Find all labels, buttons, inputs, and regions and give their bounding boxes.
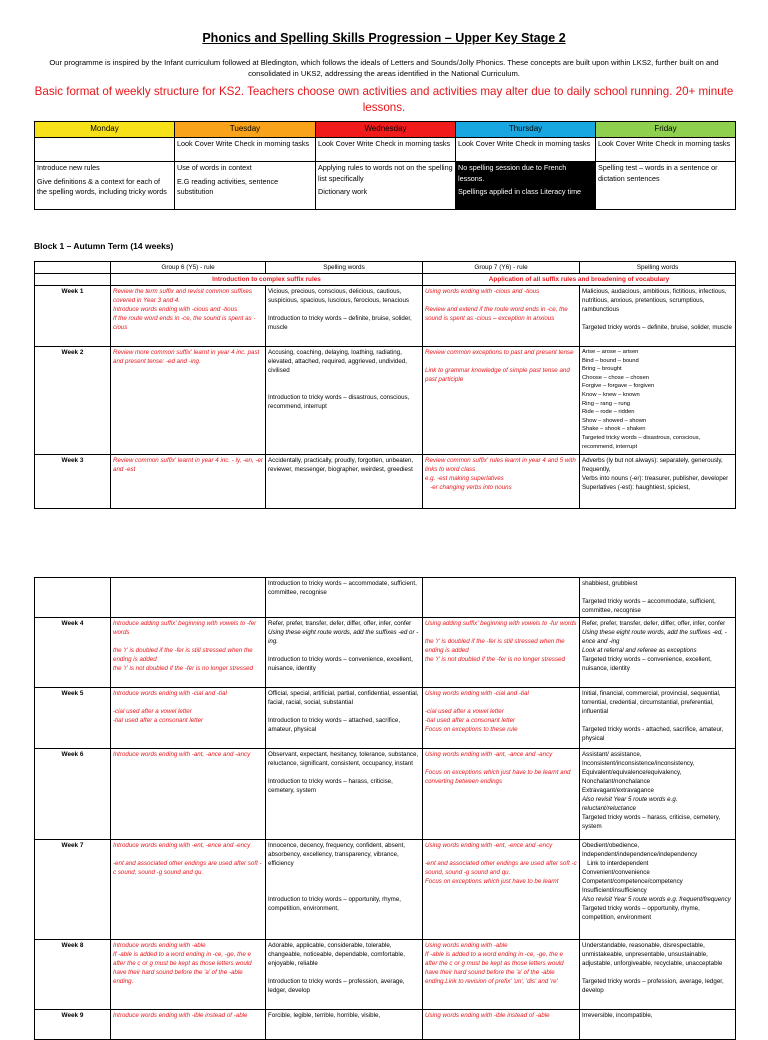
thursday-item: No spelling session due to French lessons. xyxy=(458,163,567,183)
y6-words-cell xyxy=(580,688,736,749)
cell-line: Arise – arose – arisen xyxy=(582,349,639,355)
y5-words-cell xyxy=(266,688,423,749)
cell-line: Irreversible, incompatible, xyxy=(582,1012,653,1019)
y6-rule-cell xyxy=(423,347,580,455)
cell-line: Targeted tricky words – disastrous, conscious, recommend, interrupt xyxy=(582,434,701,450)
cell-line: Convenient/convenience xyxy=(582,869,650,876)
cell-line: -tial used after a consonant letter xyxy=(113,717,204,724)
cell-line: Focus on exceptions which just have to be learnt and converting between endings xyxy=(425,769,571,785)
cell-line: Show – showed – shown xyxy=(582,417,647,424)
header-blank xyxy=(35,262,111,274)
cell-line: Introduction to tricky words – accommodate, sufficient, committee, recognise xyxy=(268,580,417,596)
friday-item: Spelling test – words in a sentence or dictation sentences xyxy=(598,163,718,183)
cell-line: Competent/competence/competency xyxy=(582,878,683,885)
week-label: Week 2 xyxy=(35,347,111,455)
cell-line xyxy=(268,646,420,655)
cell-line: -cial used after a vowel letter xyxy=(425,708,504,715)
cell-line: Introduce adding suffix' beginning with vowels to -fer words xyxy=(113,620,257,636)
cell-line: Assistant/ assistance, xyxy=(582,751,642,758)
cell-line: Introduce words ending with -ent, -ence and -ency xyxy=(113,842,251,849)
table-row xyxy=(35,455,736,509)
block1-table-continued xyxy=(34,577,736,1040)
header-y5-rule: Group 6 (Y5) - rule xyxy=(111,262,266,274)
header-y5-words: Spelling words xyxy=(266,262,423,274)
cell-line: Official, special, artificial, partial, confidential, essential, facial, racial, social, substantial xyxy=(268,690,419,706)
cell-line: shabbiest, grubbiest xyxy=(582,580,638,587)
y6-rule-cell xyxy=(423,286,580,347)
day-header-friday: Friday xyxy=(596,122,736,138)
cell-line: Observant, expectant, hesitancy, tolerance, substance, reluctance, significant, consistent, occupancy, instant xyxy=(268,751,419,767)
y5-rule-cell xyxy=(111,749,266,840)
cell-line xyxy=(425,698,577,707)
thursday-session-cell xyxy=(456,162,596,210)
cell-line: Review the term suffix and revisit common suffixes covered in Year 3 and 4. xyxy=(113,288,252,304)
y5-rule-cell xyxy=(111,455,266,509)
y6-rule-cell xyxy=(423,840,580,940)
cell-line: Introduction to tricky words – harass, criticise, cemetery, system xyxy=(268,778,393,794)
y6-rule-cell xyxy=(423,940,580,1010)
cell-line: Introduce words ending with -able xyxy=(113,942,206,949)
cell-line: the 'r' is not doubled if the -fer is no longer stressed xyxy=(113,665,253,672)
y5-words-cell xyxy=(266,347,423,455)
subheader-y5: Introduction to complex suffix rules xyxy=(111,274,423,286)
y5-words-cell xyxy=(266,618,423,688)
cell-line xyxy=(268,868,420,877)
y6-words-cell xyxy=(580,347,736,455)
y5-words-cell xyxy=(266,749,423,840)
cell-line xyxy=(425,296,577,305)
cell-line: Adverbs (ly but not always): separately, generously, frequently, xyxy=(582,457,723,473)
y6-words-cell xyxy=(580,618,736,688)
cell-line: Using words ending with -able xyxy=(425,942,508,949)
cell-line: Also revisit Year 5 route words e.g. frequent/frequency xyxy=(582,896,731,903)
wednesday-morning-cell: Look Cover Write Check in morning tasks xyxy=(316,138,456,162)
cell-line: -tial used after a consonant letter xyxy=(425,717,516,724)
cell-line xyxy=(113,850,263,859)
week-label: Week 6 xyxy=(35,749,111,840)
cell-line: Accidentally, practically, proudly, forgotten, unbeaten, reviewer, messenger, biographer, weirdest, greediest xyxy=(268,457,414,473)
cell-line: Using words ending with -cial and -tial xyxy=(425,690,529,697)
monday-item: Introduce new rules xyxy=(37,163,100,172)
cell-line: Using these eight route words, add the suffixes -ed, -ence and -ing xyxy=(582,629,727,645)
cell-line: Refer, prefer, transfer, defer, differ, offer, infer, confer xyxy=(582,620,726,627)
cell-line: Extravagant/extravagance xyxy=(582,787,654,794)
cell-line: If the route word ends in -ce, the sound is spent as -cious xyxy=(113,315,256,331)
cell-line: -cial used after a vowel letter xyxy=(113,708,192,715)
y6-words-cell xyxy=(580,578,736,618)
cell-line xyxy=(425,850,577,859)
day-header-tuesday: Tuesday xyxy=(175,122,316,138)
cell-line: Link to grammar knowledge of simple past tense and past participle xyxy=(425,367,570,383)
cell-line: Introduction to tricky words – opportunity, rhyme, competition, environment, xyxy=(268,896,401,912)
cell-line xyxy=(268,968,420,977)
table-row xyxy=(35,618,736,688)
y5-words-cell xyxy=(266,840,423,940)
cell-line: Inconsistent/inconsistence/inconsistency, xyxy=(582,760,695,767)
continued-blank xyxy=(35,578,111,618)
cell-line xyxy=(268,384,420,393)
y5-rule-cell xyxy=(111,618,266,688)
cell-line: Initial, financial, commercial, provincial, sequential, torrential, credential, circumstantial, preferential, influential xyxy=(582,690,721,715)
table-row xyxy=(35,1010,736,1040)
week-label: Week 4 xyxy=(35,618,111,688)
friday-morning-cell: Look Cover Write Check in morning tasks xyxy=(596,138,736,162)
cell-line: Forcible, legible, terrible, horrible, visible, xyxy=(268,1012,381,1019)
cell-line xyxy=(268,375,420,384)
cell-line: Using words ending with -ible instead of -able xyxy=(425,1012,550,1019)
y6-words-cell xyxy=(580,286,736,347)
cell-line xyxy=(268,768,420,777)
cell-line: Using words ending with -cious and -tious xyxy=(425,288,540,295)
cell-line xyxy=(425,628,577,637)
cell-line: Forgive – forgave – forgiven xyxy=(582,383,655,390)
cell-line: Targeted tricky words – definite, bruise, solider, muscle xyxy=(582,324,732,331)
cell-line: Shake – shook – shaken xyxy=(582,426,646,433)
cell-line: Introduction to tricky words – definite, bruise, solider, muscle xyxy=(268,315,412,331)
tuesday-session-cell xyxy=(175,162,316,210)
cell-line xyxy=(582,588,733,597)
cell-line: the 'r' is not doubled if the -fer is no longer stressed xyxy=(425,656,565,663)
week-label: Week 1 xyxy=(35,286,111,347)
cell-line: Review common suffix' rules learnt in year 4 and 5 with links to word class xyxy=(425,457,576,473)
monday-morning-cell xyxy=(35,138,175,162)
day-header-monday: Monday xyxy=(35,122,175,138)
cell-line: -ent and associated other endings are used after soft -c sound, sound -g sound and qu. xyxy=(425,860,577,876)
cell-line: Choose – chose – chosen xyxy=(582,374,650,381)
cell-line: Innocence, decency, frequency, confident, absent, absorbency, excellency, transparency, vibrance, efficiency xyxy=(268,842,406,867)
subheader-blank xyxy=(35,274,111,286)
cell-line: If -able is added to a word ending in -ce, -ge, the e after the c or g must be kept as those letters would have their hard sound before the 'a' of the -able ending. xyxy=(113,951,252,985)
cell-line: Targeted tricky words – harass, criticise, cemetery, system xyxy=(582,814,721,830)
cell-line: Understandable, reasonable, disrespectable, unmistakeable, unpresentable, unsustainable, adjustable, unforgiveable, recyclable, unacceptable xyxy=(582,942,723,967)
wednesday-item: Applying rules to words not on the spelling list specifically xyxy=(318,163,453,183)
cell-line: If -able is added to a word ending in -ce, -ge, the e after the c or g must be kept as those letters would have their hard sound before the 'a' of the -able ending.Link to revision of prefix' 'un', 'dis' and 're' xyxy=(425,951,564,985)
cell-line: Introduction to tricky words – convenience, excellent, nuisance, identity xyxy=(268,656,413,672)
thursday-item: Spellings applied in class Literacy time xyxy=(458,187,582,196)
cell-line: Nonchalant/nonchalance xyxy=(582,778,651,785)
table-row xyxy=(35,749,736,840)
cell-line: Introduce words ending with -ant, -ance and -ancy xyxy=(113,751,251,758)
cell-line: Review and extend if the route word ends in -ce, the sound is spent as -cious – exception in anxious xyxy=(425,306,568,322)
cell-line: Malicious, audacious, ambitious, fictitious, infectious, nutritious, anxious, pretentious, scrumptious, rambunctious xyxy=(582,288,727,313)
table-row xyxy=(35,688,736,749)
y6-rule-cell xyxy=(423,618,580,688)
cell-line: the 'r' is doubled if the -fer is still stressed when the ending is added xyxy=(425,638,565,654)
table-row xyxy=(35,347,736,455)
cell-line: Targeted tricky words – profession, average, ledger, develop xyxy=(582,978,724,994)
cell-line: Adorable, applicable, considerable, tolerable, changeable, noticeable, dependable, comfortable, enjoyable, reliable xyxy=(268,942,405,967)
cell-line: Introduce words ending with -cial and -tial xyxy=(113,690,227,697)
wednesday-item: Dictionary work xyxy=(318,187,368,196)
cell-line: Introduce words ending with -ible instead of -able xyxy=(113,1012,248,1019)
y5-rule-cell xyxy=(111,940,266,1010)
y5-words-cell xyxy=(266,940,423,1010)
cell-line xyxy=(268,886,420,895)
cell-line xyxy=(113,637,263,646)
cell-line xyxy=(582,314,733,323)
cell-line: the 'r' is doubled if the -fer is still stressed when the ending is added xyxy=(113,647,253,663)
table-row xyxy=(35,578,736,618)
cell-line: Link to interdependent xyxy=(582,860,649,867)
cell-line xyxy=(268,877,420,886)
week-label: Week 3 xyxy=(35,455,111,509)
y6-words-cell xyxy=(580,940,736,1010)
y6-words-cell xyxy=(580,455,736,509)
y6-rule-cell xyxy=(423,1010,580,1040)
day-header-wednesday: Wednesday xyxy=(316,122,456,138)
wednesday-session-cell xyxy=(316,162,456,210)
cell-line: Bring – brought xyxy=(582,366,622,373)
cell-line: Superlatives (-est): haughtiest, spiciest, xyxy=(582,484,690,491)
cell-line: Vicious, precious, conscious, delicious, cautious, suspicious, spacious, luscious, ferocious, tenacious xyxy=(268,288,410,304)
week-label: Week 9 xyxy=(35,1010,111,1040)
cell-line: Using words ending with -ant, -ance and -ancy xyxy=(425,751,553,758)
table-row xyxy=(35,286,736,347)
cell-line: Refer, prefer, transfer, defer, differ, offer, infer, confer xyxy=(268,620,412,627)
cell-line: Review more common suffix' learnt in year 4 inc. past and present tense: -ed and -ing. xyxy=(113,349,260,365)
y5-rule-cell xyxy=(111,1010,266,1040)
cell-line: Targeted tricky words - attached, sacrifice, amateur, physical xyxy=(582,726,724,742)
week-label: Week 7 xyxy=(35,840,111,940)
cell-line: Focus on exceptions to these rule xyxy=(425,726,518,733)
week-label: Week 8 xyxy=(35,940,111,1010)
cell-line xyxy=(425,357,577,366)
cell-line xyxy=(113,698,263,707)
y6-words-cell xyxy=(580,749,736,840)
cell-line: Accusing, coaching, delaying, loathing, radiating, elevated, attached, required, aggrieved, undivided, civilised xyxy=(268,349,407,374)
cell-line: Also revisit Year 5 route words e.g. reluctant/reluctance xyxy=(582,796,678,812)
cell-line: Introduction to tricky words – profession, average, ledger, develop xyxy=(268,978,405,994)
cell-line xyxy=(268,305,420,314)
continued-blank xyxy=(111,578,266,618)
y5-words-cell xyxy=(266,578,423,618)
cell-line: Independent/independence/independency xyxy=(582,851,698,858)
tuesday-item: E.G reading activities, sentence substitution xyxy=(177,176,279,196)
y5-rule-cell xyxy=(111,347,266,455)
day-header-thursday: Thursday xyxy=(456,122,596,138)
cell-line: Using these eight route words, add the suffixes -ed or -ing. xyxy=(268,629,419,645)
cell-line: Bind – bound – bound xyxy=(582,357,639,364)
y5-words-cell xyxy=(266,286,423,347)
header-y6-words: Spelling words xyxy=(580,262,736,274)
cell-line: -ent and associated other endings are used after soft -c sound, sound -g sound and qu. xyxy=(113,860,262,876)
cell-line xyxy=(582,968,733,977)
cell-line: Verbs into nouns (-er): treasurer, publisher, developer xyxy=(582,475,729,482)
table-row xyxy=(35,940,736,1010)
y5-words-cell xyxy=(266,1010,423,1040)
thursday-morning-cell: Look Cover Write Check in morning tasks xyxy=(456,138,596,162)
cell-line: Targeted tricky words – accommodate, sufficient, committee, recognise xyxy=(582,598,716,614)
weekly-structure-note: Basic format of weekly structure for KS2. Teachers choose own activities and activities may alter due to daily school running. 20+ minute lessons. xyxy=(34,85,734,114)
page-title: Phonics and Spelling Skills Progression – Upper Key Stage 2 xyxy=(202,31,566,45)
cell-line: Ring – rang – rung xyxy=(582,400,631,407)
cell-line: Using words ending with -ent, -ence and -ency xyxy=(425,842,553,849)
cell-line: Targeted tricky words – opportunity, rhyme, competition, environment xyxy=(582,905,700,921)
weekly-structure-table xyxy=(34,121,736,210)
y6-words-cell xyxy=(580,840,736,940)
friday-session-cell xyxy=(596,162,736,210)
cell-line: Equivalent/equivalence/equivalency, xyxy=(582,769,682,776)
cell-line: Focus on exceptions which just have to be learnt xyxy=(425,878,559,885)
cell-line: -er changing verbs into nouns xyxy=(425,484,512,491)
y6-rule-cell xyxy=(423,455,580,509)
y6-words-cell xyxy=(580,1010,736,1040)
week-label: Week 5 xyxy=(35,688,111,749)
subheader-y6: Application of all suffix rules and broadening of vocabulary xyxy=(423,274,736,286)
intro-paragraph: Our programme is inspired by the Infant curriculum followed at Bledington, which follows the ideals of Letters and Sounds/Jolly Phonics. These concepts are built upon within LKS2, further built on and consolidated in UKS2, addressing the areas identified in the National Curriculum. xyxy=(49,58,719,78)
cell-line: Look at referral and referee as exceptions xyxy=(582,647,697,654)
cell-line: Introduction to tricky words – disastrous, conscious, recommend, interrupt xyxy=(268,394,410,410)
cell-line: Introduction to tricky words – attached, sacrifice, amateur, physical xyxy=(268,717,401,733)
cell-line: Insufficient/insufficiency xyxy=(582,887,647,894)
y5-words-cell xyxy=(266,455,423,509)
table-row xyxy=(35,840,736,940)
header-y6-rule: Group 7 (Y6) - rule xyxy=(423,262,580,274)
y6-rule-cell xyxy=(423,688,580,749)
cell-line: Review common exceptions to past and present tense xyxy=(425,349,574,356)
cell-line xyxy=(582,716,733,725)
cell-line xyxy=(268,707,420,716)
cell-line: Know – knew – known xyxy=(582,391,640,398)
cell-line: Using adding suffix' beginning with vowels to -fur words xyxy=(425,620,577,627)
y5-rule-cell xyxy=(111,286,266,347)
cell-line: Obedient/obedience, xyxy=(582,842,640,849)
tuesday-morning-cell: Look Cover Write Check in morning tasks xyxy=(175,138,316,162)
block1-table xyxy=(34,261,736,509)
block-title: Block 1 – Autumn Term (14 weeks) xyxy=(34,241,174,251)
monday-session-cell xyxy=(35,162,175,210)
cell-line: Review common suffix' learnt in year 4 inc. - ly, -en, -er and -est xyxy=(113,457,263,473)
y6-rule-cell xyxy=(423,749,580,840)
cell-line xyxy=(425,759,577,768)
monday-item: Give definitions & a context for each of the spelling words, including tricky words xyxy=(37,176,167,196)
y5-rule-cell xyxy=(111,840,266,940)
y5-rule-cell xyxy=(111,688,266,749)
cell-line: Ride – rode – ridden xyxy=(582,409,635,416)
cell-line: Introduce words ending with -cious and -tious xyxy=(113,306,238,313)
tuesday-item: Use of words in context xyxy=(177,163,252,172)
cell-line: Targeted tricky words – convenience, excellent, nuisance, identity xyxy=(582,656,712,672)
cell-line: e.g. -est making superlatives xyxy=(425,475,504,482)
continued-blank xyxy=(423,578,580,618)
